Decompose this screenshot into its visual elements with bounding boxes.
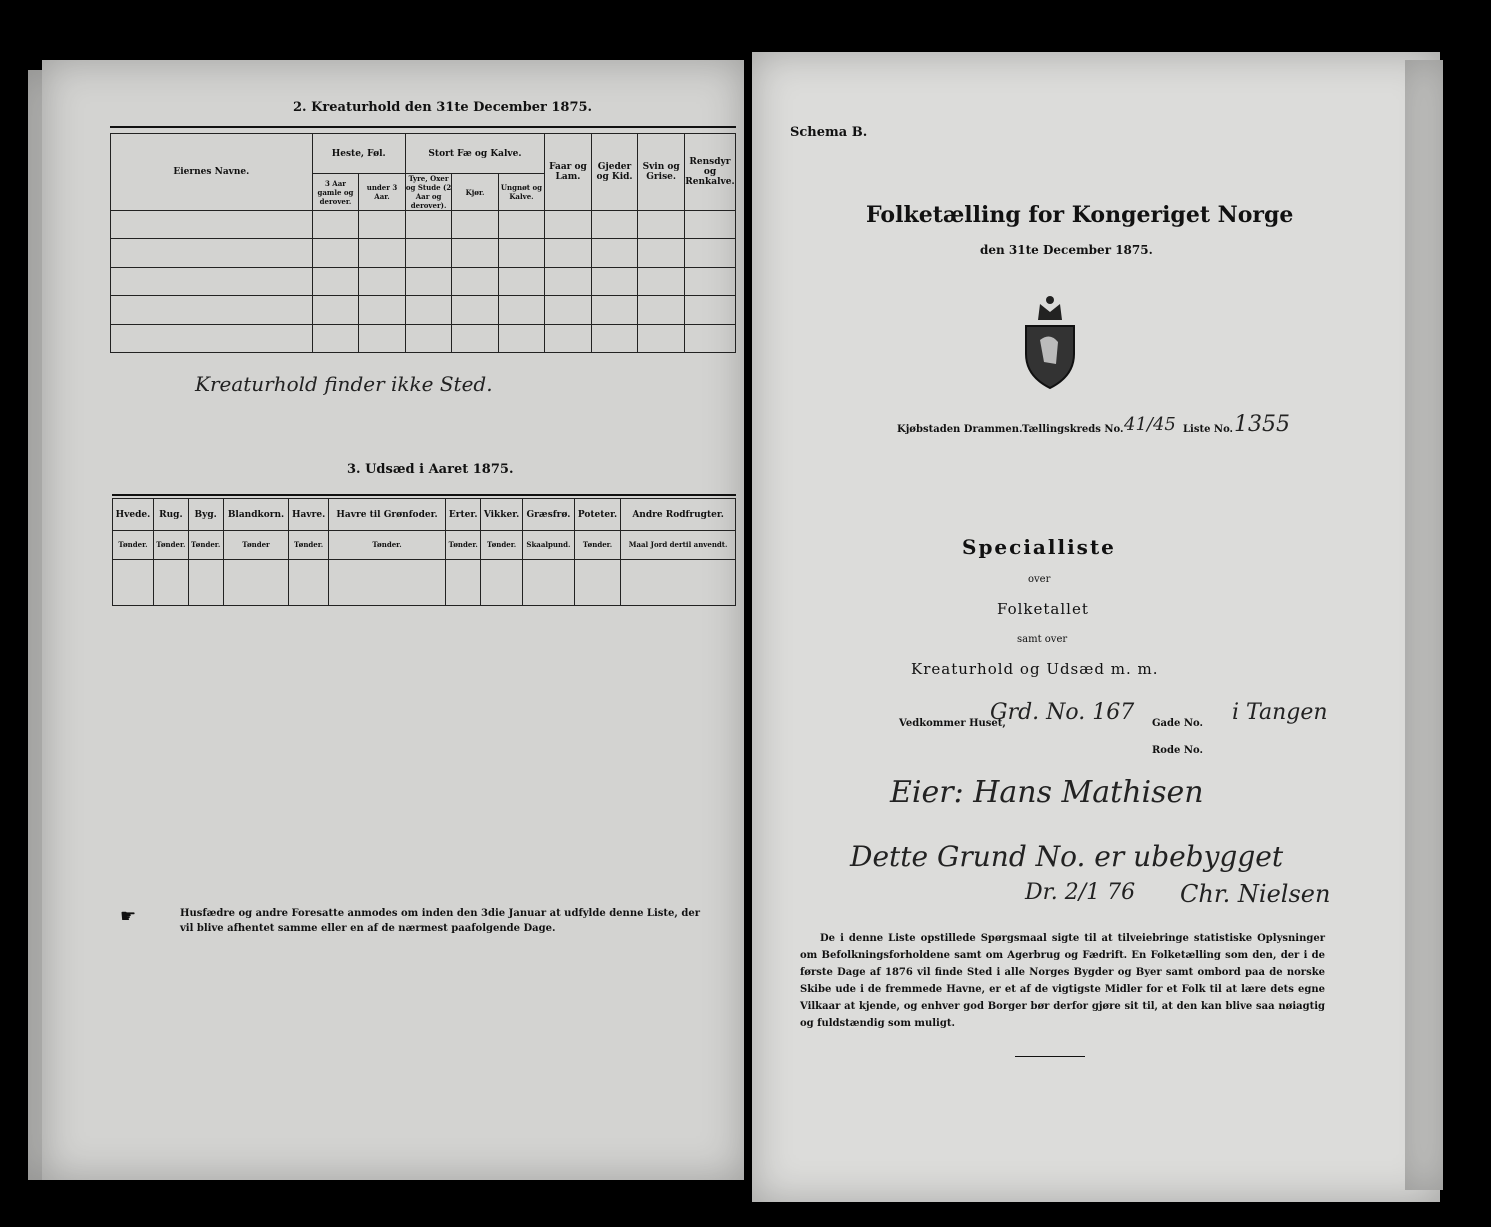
table-row [111, 267, 736, 295]
sowing-cell [188, 559, 223, 605]
table-row [111, 296, 736, 324]
table-row [111, 324, 736, 352]
house-value: Grd. No. 167 [990, 700, 1135, 725]
col-sheep-header: Faar og Lam. [545, 134, 591, 211]
col-horse-a-header: 3 Aar gamle og derover. [312, 174, 359, 211]
sowing-unit-label: Tønder. [153, 531, 188, 559]
sowing-col-header: Rug. [153, 499, 188, 531]
list-label: Liste No. [1183, 424, 1234, 435]
specialliste-heading: Specialliste [962, 535, 1116, 559]
sowing-col-header: Byg. [188, 499, 223, 531]
right-page-edge [1405, 60, 1443, 1190]
sowing-col-header: Blandkorn. [223, 499, 289, 531]
sowing-cell [328, 559, 446, 605]
list-value: 1355 [1234, 412, 1290, 437]
district-label: Tællingskreds No. [1022, 424, 1124, 435]
rode-label: Rode No. [1152, 745, 1203, 756]
table-row [113, 559, 736, 605]
explanatory-paragraph: De i denne Liste opstillede Spørgsmaal sigte til at tilveiebringe statistiske Oplysninger om Befolkningsforholdene samt om Agerbrug og Fædrift. En Folketælling som den, der i de første Dage af 1876 vil finde Sted i alle Norges Bygder og Byer samt ombord paa de norske Skibe ude i de fremmede Havne, er et af de vigtigste Midler for et Folk til at lære dets egne Vilkaar at kjende, og enhver god Borger bør derfor gjøre sit til, at den kan blive saa nøiagtig og fuldstændig som muligt. [800, 933, 1325, 1029]
col-goats-header: Gjeder og Kid. [591, 134, 638, 211]
col-cattle-a-header: Tyre, Oxer og Stude (2 Aar og derover). [405, 174, 452, 210]
sowing-col-header: Græsfrø. [523, 499, 575, 531]
sowing-cell [113, 559, 154, 605]
sowing-col-header: Havre. [289, 499, 328, 531]
sowing-col-header: Vikker. [481, 499, 523, 531]
table-row [111, 211, 736, 239]
sowing-table [112, 498, 736, 606]
table-row [111, 239, 736, 267]
sowing-cell [621, 559, 736, 605]
street-label: Gade No. [1152, 718, 1203, 729]
sowing-col-header: Hvede. [113, 499, 154, 531]
livestock-handwritten-note: Kreaturhold finder ikke Sted. [195, 372, 493, 396]
unbuilt-note-handwritten: Dette Grund No. er ubebygget [850, 840, 1284, 873]
sowing-col-header: Erter. [446, 499, 481, 531]
section3-title: 3. Udsæd i Aaret 1875. [347, 462, 514, 477]
sowing-cell [523, 559, 575, 605]
col-pigs-header: Svin og Grise. [638, 134, 685, 211]
col-horse-b-header: under 3 Aar. [359, 174, 405, 211]
col-reindeer-header: Rensdyr og Renkalve. [684, 134, 735, 211]
schema-label: Schema B. [790, 125, 868, 140]
folketallet-text: Folketallet [997, 600, 1089, 618]
col-cattle-b-header: Kjør. [452, 174, 498, 211]
samt-over-text: samt over [1017, 634, 1068, 645]
sowing-cell [223, 559, 289, 605]
kreaturhold-text: Kreaturhold og Udsæd m. m. [911, 660, 1159, 678]
sowing-col-header: Havre til Grønfoder. [328, 499, 446, 531]
sowing-col-header: Poteter. [574, 499, 620, 531]
col-owner-header: Eiernes Navne. [111, 134, 313, 211]
sowing-table-top-rule [112, 494, 736, 496]
sowing-unit-label: Tønder. [188, 531, 223, 559]
town-label: Kjøbstaden Drammen. [897, 424, 1023, 435]
over-text-1: over [1028, 574, 1051, 585]
sowing-unit-label: Maal Jord dertil anvendt. [621, 531, 736, 559]
sowing-unit-label: Tønder. [289, 531, 328, 559]
coat-of-arms-icon [1018, 292, 1082, 392]
main-title: Folketælling for Kongeriget Norge [866, 202, 1294, 228]
section2-title: 2. Kreaturhold den 31te December 1875. [293, 100, 593, 115]
sowing-cell [446, 559, 481, 605]
group-cattle-header: Stort Fæ og Kalve. [405, 134, 545, 174]
house-label: Vedkommer Huset, [899, 718, 1006, 729]
sowing-unit-label: Tønder. [446, 531, 481, 559]
sowing-cell [574, 559, 620, 605]
street-value: i Tangen [1232, 700, 1328, 725]
closing-rule [1015, 1056, 1085, 1057]
district-value: 41/45 [1124, 414, 1176, 435]
date-line: den 31te December 1875. [980, 243, 1153, 257]
sowing-cell [289, 559, 328, 605]
date-handwritten: Dr. 2/1 76 [1025, 880, 1136, 905]
group-horses-header: Heste, Føl. [312, 134, 405, 174]
sowing-unit-label: Tønder. [481, 531, 523, 559]
notice-text: Husfædre og andre Foresatte anmodes om inden den 3die Januar at udfylde denne Liste, der vil blive afhentet samme eller en af de nærmest paafolgende Dage. [180, 908, 700, 934]
col-cattle-c-header: Ungnøt og Kalve. [498, 174, 545, 211]
sowing-unit-label: Tønder. [574, 531, 620, 559]
sowing-cell [153, 559, 188, 605]
pointing-hand-icon: ☛ [120, 906, 137, 927]
sowing-unit-label: Skaalpund. [523, 531, 575, 559]
sowing-unit-label: Tønder [223, 531, 289, 559]
sowing-cell [481, 559, 523, 605]
owner-handwritten: Eier: Hans Mathisen [890, 775, 1204, 810]
sowing-unit-label: Tønder. [328, 531, 446, 559]
sowing-col-header: Andre Rodfrugter. [621, 499, 736, 531]
signature: Chr. Nielsen [1180, 880, 1331, 908]
sowing-unit-label: Tønder. [113, 531, 154, 559]
table-top-rule [110, 126, 736, 128]
livestock-table [110, 133, 736, 353]
